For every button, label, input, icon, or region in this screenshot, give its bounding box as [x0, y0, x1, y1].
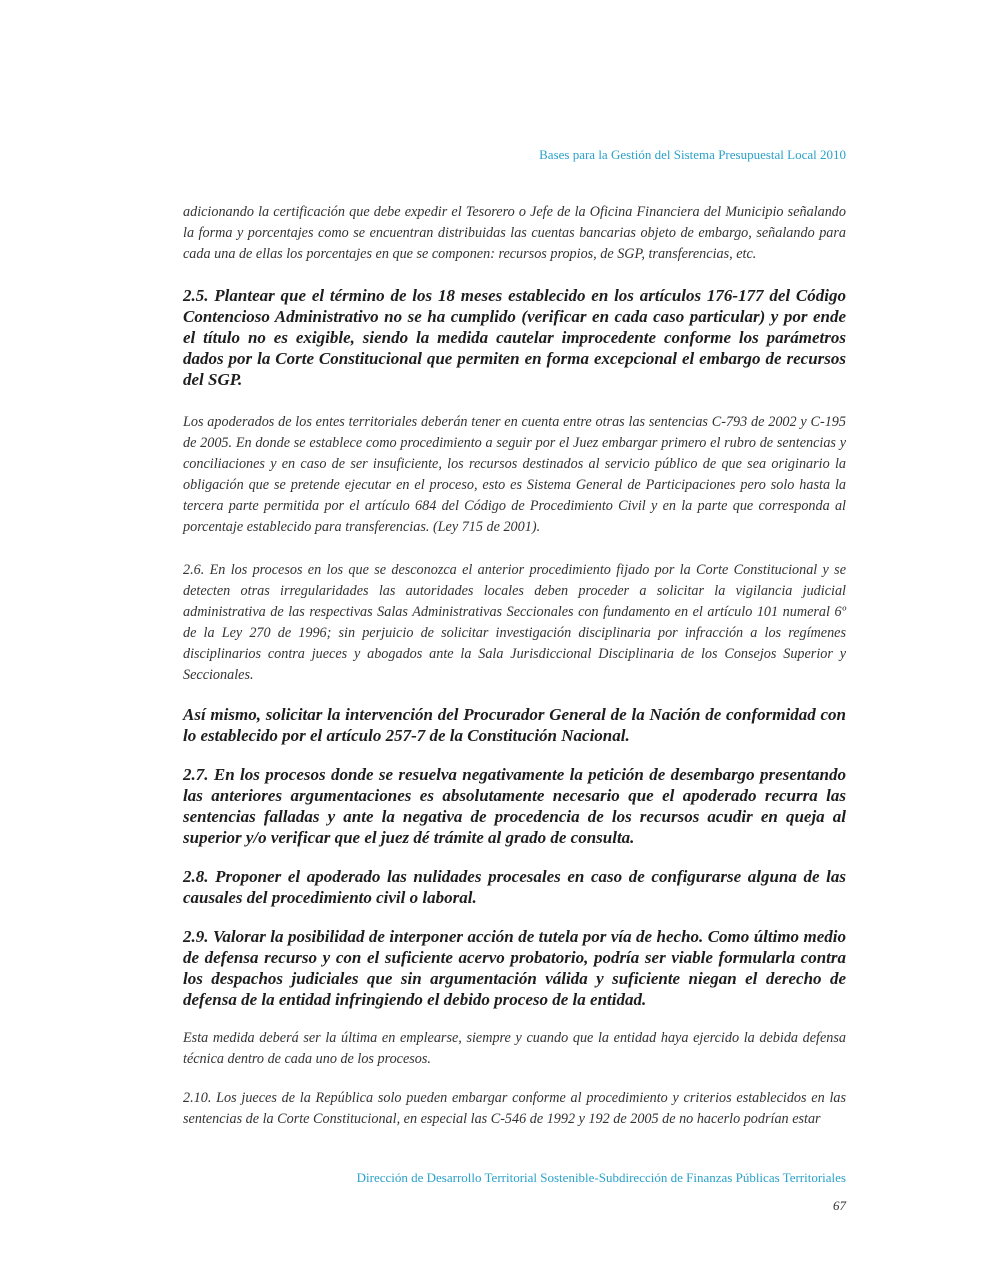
paragraph-certification: adicionando la certificación que debe expedir el Tesorero o Jefe de la Oficina Financiera del Municipio señalando la forma y porcentajes como se encuentran distribuidas las cuentas bancarias objeto de embargo, señalando para cada una de ellas los porcentajes en que se componen: recursos propios, de SGP, transferencias, etc.: [183, 204, 846, 262]
section-2-6: 2.6. En los procesos en los que se desconozca el anterior procedimiento fijado por la Corte Constitucional y se detecten otras irregularidades las autoridades locales deben proceder a solicitar la vigilancia judicial administrativa de las respectivas Salas Administrativas Seccionales con fundamento en el artículo 101 numeral 6º de la Ley 270 de 1996; sin perjuicio de solicitar investigación disciplinaria por infracción a los regímenes disciplinarios contra jueces y abogados ante la Sala Jurisdiccional Disciplinaria de los Consejos Superior y Seccionales.: [183, 562, 846, 683]
page-number: 67: [833, 1198, 846, 1213]
paragraph-medida: Esta medida deberá ser la última en emplearse, siempre y cuando que la entidad haya ejercido la debida defensa técnica dentro de cada uno de los procesos.: [183, 1030, 846, 1067]
running-header: Bases para la Gestión del Sistema Presupuestal Local 2010: [539, 147, 846, 162]
section-2-7: 2.7. En los procesos donde se resuelva negativamente la petición de desembargo presentando las anteriores argumentaciones es absolutamente necesario que el apoderado recurra las sentencias falladas y ante la negativa de procedencia de los recursos acudir en queja al superior y/o verificar que el juez dé trámite al grado de consulta.: [183, 765, 846, 847]
paragraph-sentencias: Los apoderados de los entes territoriales deberán tener en cuenta entre otras las sentencias C-793 de 2002 y C-195 de 2005. En donde se establece como procedimiento a seguir por el Juez embargar primero el rubro de sentencias y conciliaciones y en caso de ser insuficiente, los recursos destinados al servicio público de que sea originario la obligación que se pretende ejecutar en el proceso, esto es Sistema General de Participaciones pero solo hasta la tercera parte permitida por el artículo 684 del Código de Procedimiento Civil y en la parte que corresponda al porcentaje establecido para transferencias. (Ley 715 de 2001).: [183, 414, 846, 535]
section-2-8: 2.8. Proponer el apoderado las nulidades procesales en caso de configurarse alguna de las causales del procedimiento civil o laboral.: [183, 867, 846, 907]
section-2-9: 2.9. Valorar la posibilidad de interponer acción de tutela por vía de hecho. Como último medio de defensa recurso y con el suficiente acervo probatorio, podría ser viable formularla contra los despachos judiciales que sin argumentación válida y suficiente niegan el derecho de defensa de la entidad infringiendo el debido proceso de la entidad.: [183, 927, 846, 1009]
paragraph-procurador: Así mismo, solicitar la intervención del Procurador General de la Nación de conformidad con lo establecido por el artículo 257-7 de la Constitución Nacional.: [183, 705, 846, 745]
page-body: [183, 202, 846, 1130]
running-footer: Dirección de Desarrollo Territorial Sostenible-Subdirección de Finanzas Públicas Territoriales: [356, 1170, 846, 1185]
section-2-10: 2.10. Los jueces de la República solo pueden embargar conforme al procedimiento y criterios establecidos en las sentencias de la Corte Constitucional, en especial las C-546 de 1992 y 192 de 2005 de no hacerlo podrían estar: [183, 1090, 846, 1127]
section-2-5: 2.5. Plantear que el término de los 18 meses establecido en los artículos 176-177 del Código Contencioso Administrativo no se ha cumplido (verificar en cada caso particular) y por ende el título no es exigible, siendo la medida cautelar improcedente conforme los parámetros dados por la Corte Constitucional que permiten en forma excepcional el embargo de recursos del SGP.: [183, 286, 846, 389]
